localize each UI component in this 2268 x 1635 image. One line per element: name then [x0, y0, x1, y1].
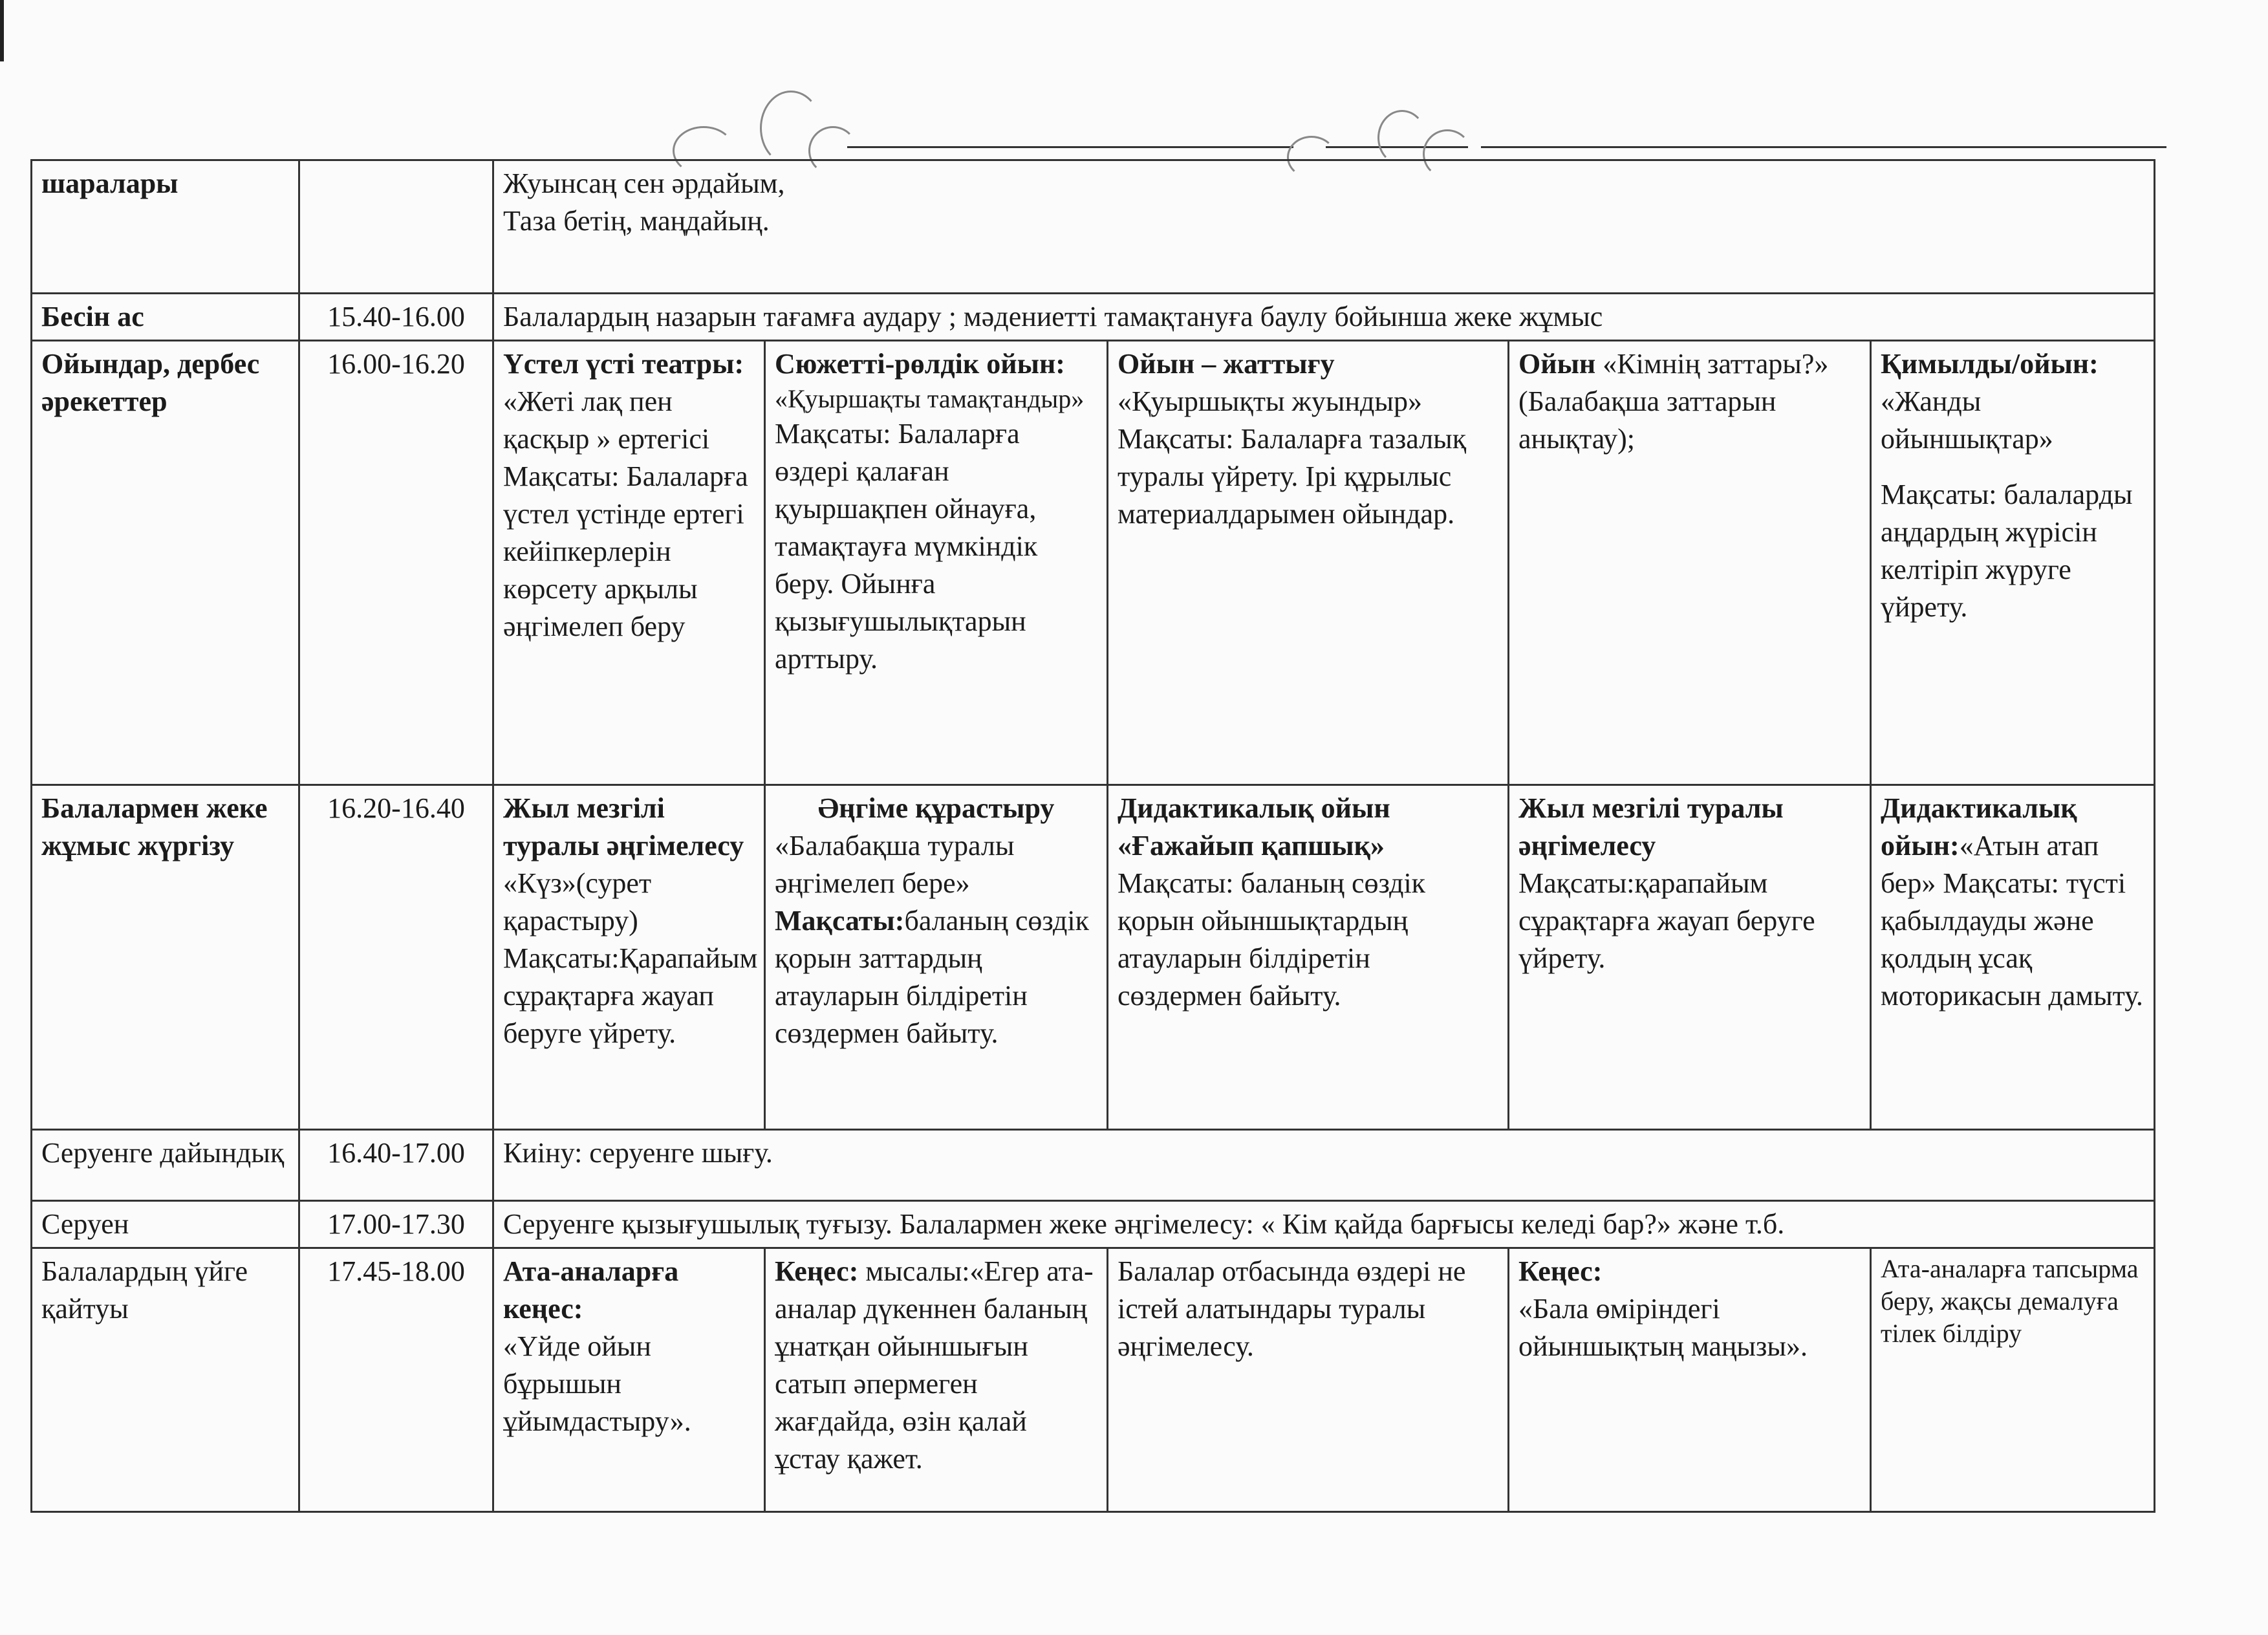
cell-title: Ойын — [1518, 348, 1596, 380]
day-cell — [1509, 341, 1871, 785]
day-cell — [1509, 785, 1871, 1130]
schedule-table — [30, 159, 2155, 1513]
cell-title: Дидактикалық ойын: — [1881, 792, 2077, 861]
table-row — [32, 160, 2155, 294]
activity-label: Серуен — [32, 1201, 299, 1248]
day-cell — [1108, 785, 1509, 1130]
text-line: Жуынсаң сен әрдайым, — [503, 168, 785, 199]
scan-artifact-arc — [1377, 110, 1427, 166]
cell-body: мысалы:«Егер ата-аналар дүкеннен баланың ұнатқан ойыншығын сатып әпермеген жағдайда, өзін қалай ұстау қажет. — [775, 1255, 1094, 1475]
table-row — [32, 1130, 2155, 1201]
cell-title: Үстел үсті театры: — [503, 348, 744, 380]
day-cell — [765, 785, 1108, 1130]
cell-body: «Жанды ойыншықтар» — [1881, 385, 2053, 455]
cell-title: Кеңес: — [775, 1255, 859, 1287]
cell-body: «Атын атап бер» Мақсаты: түсті қабылдауды және қолдың ұсақ моторикасын дамыту. — [1881, 830, 2143, 1012]
cell-title: Кеңес: — [1518, 1255, 1603, 1287]
table-row — [32, 1201, 2155, 1248]
activity-text — [493, 160, 2155, 294]
cell-title: Ойын – жаттығу — [1118, 348, 1335, 380]
time-cell: 16.20-16.40 — [299, 785, 493, 1130]
cell-body: «Жеті лақ пен қасқыр » ертегісі Мақсаты: Балаларға үстел үстінде ертегі кейіпкерлерін көрсету арқылы әңгімелеп беру — [503, 385, 748, 642]
cell-body: «Үйде ойын бұрышын ұйымдастыру». — [503, 1330, 691, 1437]
cell-title: Жыл мезгілі туралы әңгімелесу — [503, 792, 744, 861]
time-cell: 17.00-17.30 — [299, 1201, 493, 1248]
activity-label: Балалармен жеке жұмыс жүргізу — [32, 785, 299, 1130]
cell-body: Мақсаты:қарапайым сұрақтарға жауап беруге үйрету. — [1518, 867, 1815, 974]
activity-label: Бесін ас — [32, 294, 299, 341]
day-cell — [1871, 1248, 2155, 1512]
day-cell — [765, 1248, 1108, 1512]
cell-title: Қимылды/ойын: — [1881, 348, 2099, 380]
table-row — [32, 294, 2155, 341]
cell-body: Ата-аналарға тапсырма беру, жақсы демалуға тілек білдіру — [1881, 1254, 2139, 1348]
time-cell: 16.00-16.20 — [299, 341, 493, 785]
day-cell — [1871, 341, 2155, 785]
time-cell: 16.40-17.00 — [299, 1130, 493, 1201]
activity-label: шаралары — [32, 160, 299, 294]
day-cell — [1108, 341, 1509, 785]
table-row — [32, 341, 2155, 785]
activity-label: Серуенге дайындық — [32, 1130, 299, 1201]
day-cell — [493, 1248, 765, 1512]
day-cell — [493, 785, 765, 1130]
day-cell — [1108, 1248, 1509, 1512]
activity-text: Балалардың назарын тағамға аудару ; мәдениетті тамақтануға баулу бойынша жеке жұмыс — [493, 294, 2155, 341]
cell-subtitle: «Балабақша туралы әңгімелеп бере» — [775, 830, 1015, 899]
activity-label: Ойындар, дербес әрекеттер — [32, 341, 299, 785]
time-cell — [299, 160, 493, 294]
cell-title: Әңгіме құрастыру — [817, 792, 1055, 824]
cell-body: «Кімнің заттары?» (Балабақша заттарын анықтау); — [1518, 348, 1829, 455]
activity-text: Киіну: серуенге шығу. — [493, 1130, 2155, 1201]
cell-lead: Мақсаты: — [775, 905, 905, 937]
cell-body: «Күз»(сурет қарастыру) Мақсаты:Қарапайым сұрақтарға жауап беруге үйрету. — [503, 867, 758, 1049]
scan-artifact-line — [1481, 146, 2166, 148]
cell-title: Дидактикалық ойын «Ғажайып қапшық» — [1118, 792, 1390, 861]
day-cell — [1871, 785, 2155, 1130]
text-line: Таза бетің, маңдайың. — [503, 205, 770, 237]
table-row — [32, 785, 2155, 1130]
activity-text: Серуенге қызығушылық туғызу. Балалармен жеке әңгімелесу: « Кім қайда барғысы келеді бар?» және т.б. — [493, 1201, 2155, 1248]
scan-artifact-line — [847, 146, 1293, 148]
cell-title: Жыл мезгілі туралы әңгімелесу — [1518, 792, 1784, 861]
scan-edge-mark — [0, 0, 4, 61]
cell-title: Сюжетті-рөлдік ойын: — [775, 348, 1065, 380]
cell-body: Мақсаты: Балаларға өздері қалаған қуыршақпен ойнауға, тамақтауға мүмкіндік беру. Ойынға қызығушылықтарын арттыру. — [775, 418, 1038, 675]
time-cell: 17.45-18.00 — [299, 1248, 493, 1512]
cell-title: Ата-аналарға кеңес: — [503, 1255, 679, 1325]
cell-body: «Бала өміріндегі ойыншықтың маңызы». — [1518, 1293, 1808, 1362]
day-cell — [765, 341, 1108, 785]
cell-body: Балалар отбасында өздері не істей алатындары туралы әңгімелесу. — [1118, 1255, 1466, 1362]
cell-body: баланың сөздік қорын заттардың атауларын білдіретін сөздермен байыту. — [775, 905, 1089, 1049]
day-cell — [1509, 1248, 1871, 1512]
time-cell: 15.40-16.00 — [299, 294, 493, 341]
cell-subtitle: «Қуыршақты тамақтандыр» — [775, 384, 1085, 413]
cell-body: Мақсаты: балаларды аңдардың жүрісін келтіріп жүруге үйрету. — [1881, 479, 2133, 623]
activity-label: Балалардың үйге қайтуы — [32, 1248, 299, 1512]
table-row — [32, 1248, 2155, 1512]
cell-body: «Қуыршықты жуындыр» Мақсаты: Балаларға тазалық туралы үйрету. Ірі құрылыс материалдарымен ойындар. — [1118, 385, 1467, 530]
day-cell — [493, 341, 765, 785]
cell-body: Мақсаты: баланың сөздік қорын ойыншықтардың атауларын білдіретін сөздермен байыту. — [1118, 867, 1426, 1012]
